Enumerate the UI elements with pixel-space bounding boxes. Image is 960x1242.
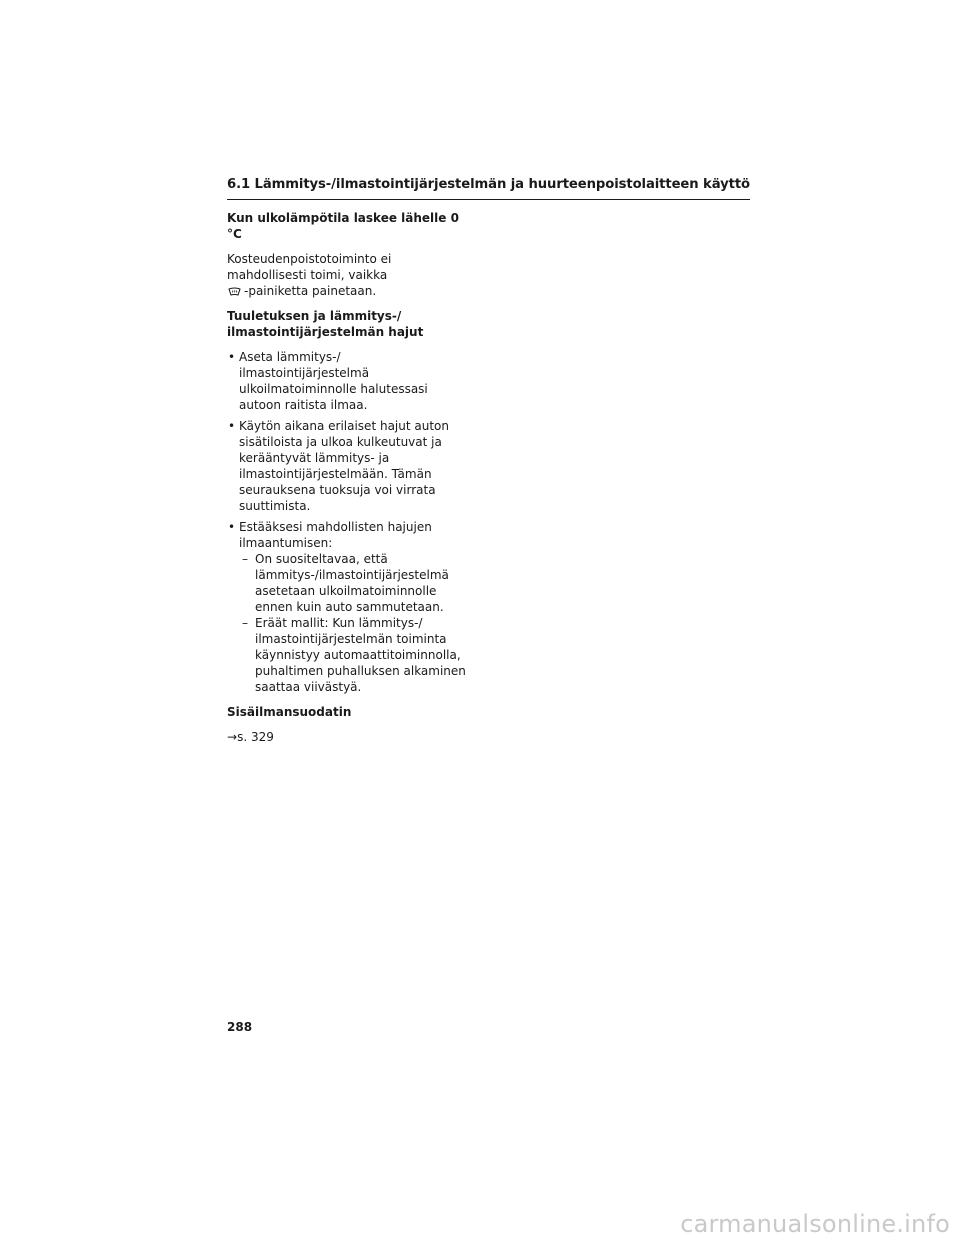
bullet-mark: • [228, 520, 236, 534]
sub-list-item [239, 551, 477, 615]
paragraph-line-with-icon [227, 283, 477, 299]
page-reference-text: s. 329 [237, 730, 274, 744]
heading-line: ilmastointijärjestelmän hajut [227, 325, 424, 339]
list-item-line: ilmastointijärjestelmä [239, 366, 370, 380]
arrow-right-icon: → [227, 730, 238, 744]
sub-list-item-line: On suositeltavaa, että [255, 552, 388, 566]
sub-list-item-line: puhaltimen puhalluksen alkaminen [255, 664, 466, 678]
heading-odors [227, 308, 477, 340]
list-item-line: ilmastointijärjestelmään. Tämän [239, 467, 432, 481]
sub-list-item-line: asetetaan ulkoilmatoiminnolle [255, 584, 437, 598]
page-header [227, 177, 750, 200]
list-item-line: ilmaantumisen: [239, 536, 333, 550]
sub-list-item-line: käynnistyy automaattitoiminnolla, [255, 648, 461, 662]
bullet-mark: • [228, 350, 236, 364]
sub-list-item-line: ilmastointijärjestelmän toiminta [255, 632, 447, 646]
bullet-mark: • [228, 419, 236, 433]
paragraph-line: mahdollisesti toimi, vaikka [227, 268, 388, 282]
watermark: carmanualsonline.info [680, 1210, 950, 1238]
paragraph-line: -painiketta painetaan. [244, 284, 377, 298]
dash-mark: – [242, 552, 248, 566]
list-item-line: kerääntyvät lämmitys- ja [239, 451, 390, 465]
sub-list-item-line: lämmitys-/ilmastointijärjestelmä [255, 568, 449, 582]
sub-list [239, 551, 477, 695]
list-item-line: suuttimista. [239, 499, 311, 513]
list-item-line: ulkoilmatoiminnolle halutessasi [239, 382, 428, 396]
sub-list-item-line: saattaa viivästyä. [255, 680, 362, 694]
page-reference-link[interactable] [227, 729, 477, 745]
heading-line: Tuuletuksen ja lämmitys-/ [227, 309, 402, 323]
list-item-line: sisätiloista ja ulkoa kulkeutuvat ja [239, 435, 442, 449]
sub-list-item-line: Eräät mallit: Kun lämmitys-/ [255, 616, 423, 630]
odor-bullet-list [227, 349, 477, 695]
list-item-line: Käytön aikana erilaiset hajut auton [239, 419, 449, 433]
paragraph-dehumidify [227, 251, 477, 299]
heading-outdoor-temperature: Kun ulkolämpötila laskee lähelle 0 °C [227, 211, 459, 241]
content-column [227, 210, 477, 754]
list-item-line: seurauksena tuoksuja voi virrata [239, 483, 436, 497]
windshield-defroster-icon [228, 285, 241, 295]
heading-cabin-air-filter: Sisäilmansuodatin [227, 705, 352, 719]
section-title: 6.1 Lämmitys-/ilmastointijärjestelmän ja huurteenpoistolaitteen käyttö [227, 177, 750, 192]
page-number: 288 [227, 1020, 253, 1034]
list-item [227, 349, 477, 413]
sub-list-item [239, 615, 477, 695]
list-item-line: autoon raitista ilmaa. [239, 398, 368, 412]
list-item-line: Aseta lämmitys-/ [239, 350, 341, 364]
list-item [227, 418, 477, 514]
list-item [227, 519, 477, 695]
dash-mark: – [242, 616, 248, 630]
list-item-line: Estääksesi mahdollisten hajujen [239, 520, 432, 534]
paragraph-line: Kosteudenpoistotoiminto ei [227, 252, 392, 266]
sub-list-item-line: ennen kuin auto sammutetaan. [255, 600, 444, 614]
